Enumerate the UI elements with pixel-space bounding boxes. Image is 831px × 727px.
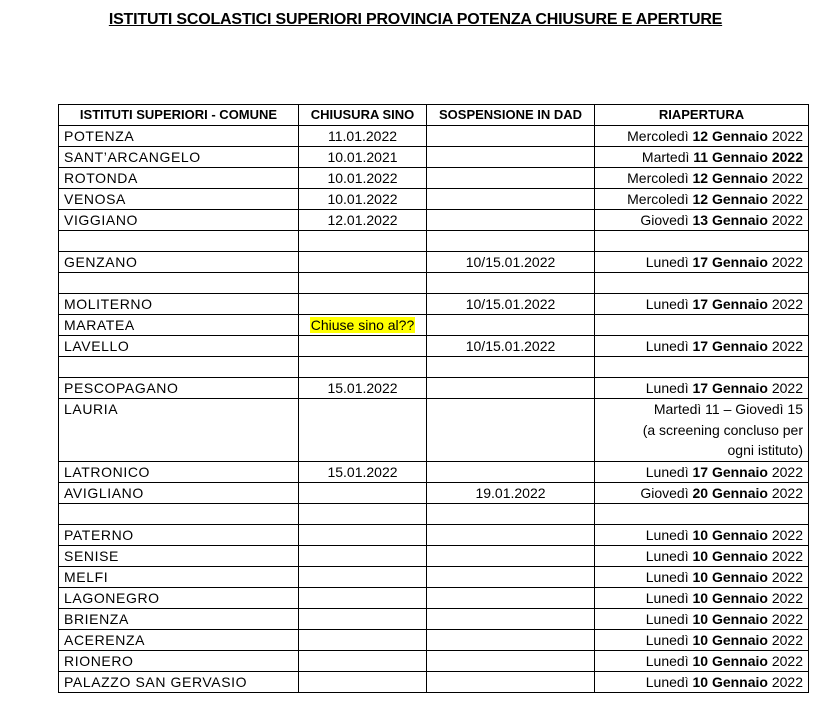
riapertura-day: Lunedì [645, 631, 689, 648]
riapertura-year: 2022 [771, 652, 803, 669]
empty-cell [595, 273, 809, 294]
table-row [59, 482, 809, 503]
comune-cell: ACERENZA [59, 629, 299, 650]
chiusura-cell: 11.01.2022 [299, 126, 427, 147]
dad-cell [427, 315, 595, 336]
riapertura-cell [595, 336, 809, 357]
riapertura-day: Lunedì [645, 254, 689, 270]
empty-cell [427, 273, 595, 294]
riapertura-day: Lunedì [645, 380, 689, 396]
table-row [59, 168, 809, 189]
empty-row [59, 503, 809, 524]
empty-cell [427, 503, 595, 524]
riapertura-year: 2022 [771, 568, 803, 585]
table-row [59, 252, 809, 273]
chiusura-cell [299, 482, 427, 503]
dad-cell [427, 608, 595, 629]
table-row [59, 629, 809, 650]
header-riapertura: RIAPERTURA [595, 105, 809, 126]
comune-cell: AVIGLIANO [59, 482, 299, 503]
empty-cell [427, 357, 595, 378]
riapertura-year: 2022 [771, 484, 803, 501]
riapertura-day: Lunedì [645, 526, 689, 543]
riapertura-cell [595, 524, 809, 545]
table-row [59, 608, 809, 629]
comune-cell: GENZANO [59, 252, 299, 273]
dad-cell [427, 147, 595, 168]
empty-row [59, 357, 809, 378]
dad-cell [427, 189, 595, 210]
dad-cell: 10/15.01.2022 [427, 252, 595, 273]
riapertura-day: Lunedì [645, 463, 689, 480]
riapertura-date: 10 Gennaio [692, 652, 768, 669]
riapertura-cell [595, 608, 809, 629]
riapertura-day: Mercoledì [627, 128, 689, 144]
comune-cell: VENOSA [59, 189, 299, 210]
riapertura-cell [595, 378, 809, 399]
chiusura-cell [299, 315, 427, 336]
comune-cell: LAGONEGRO [59, 587, 299, 608]
riapertura-cell [595, 189, 809, 210]
riapertura-year: 2022 [771, 254, 803, 270]
riapertura-cell [595, 168, 809, 189]
riapertura-year: 2022 [771, 610, 803, 627]
empty-cell [299, 231, 427, 252]
chiusura-cell [299, 336, 427, 357]
riapertura-day: Lunedì [645, 589, 689, 606]
riapertura-date: 17 Gennaio [692, 296, 768, 312]
dad-cell [427, 587, 595, 608]
chiusura-cell [299, 587, 427, 608]
riapertura-day: Lunedì [645, 296, 689, 312]
riapertura-cell [595, 650, 809, 671]
table-row [59, 336, 809, 357]
riapertura-date: 12 Gennaio [692, 170, 768, 186]
riapertura-cell [595, 210, 809, 231]
comune-cell: VIGGIANO [59, 210, 299, 231]
chiusura-cell [299, 252, 427, 273]
header-chiusura: CHIUSURA SINO [299, 105, 427, 126]
chiusura-cell: 15.01.2022 [299, 461, 427, 482]
riapertura-date: 20 Gennaio [692, 484, 768, 501]
riapertura-cell [595, 671, 809, 692]
riapertura-day: Lunedì [645, 610, 689, 627]
empty-cell [59, 503, 299, 524]
riapertura-cell [595, 545, 809, 566]
empty-cell [299, 357, 427, 378]
comune-cell: SANT’ARCANGELO [59, 147, 299, 168]
dad-cell: 10/15.01.2022 [427, 336, 595, 357]
empty-cell [59, 357, 299, 378]
riapertura-date: 10 Gennaio [692, 568, 768, 585]
riapertura-cell [595, 629, 809, 650]
riapertura-date: 10 Gennaio [692, 526, 768, 543]
comune-cell: PALAZZO SAN GERVASIO [59, 671, 299, 692]
comune-cell: BRIENZA [59, 608, 299, 629]
dad-cell: 19.01.2022 [427, 482, 595, 503]
table-row [59, 566, 809, 587]
riapertura-day: Lunedì [645, 673, 689, 690]
riapertura-cell [595, 252, 809, 273]
riapertura-year: 2022 [771, 547, 803, 564]
chiusura-cell [299, 524, 427, 545]
dad-cell [427, 378, 595, 399]
riapertura-date: 17 Gennaio [692, 463, 768, 480]
empty-row [59, 231, 809, 252]
dad-cell [427, 545, 595, 566]
dad-cell [427, 210, 595, 231]
chiusura-cell [299, 399, 427, 462]
table-row [59, 126, 809, 147]
empty-cell [595, 231, 809, 252]
comune-cell: LAVELLO [59, 336, 299, 357]
riapertura-cell [595, 126, 809, 147]
schools-table [58, 104, 809, 693]
empty-cell [299, 273, 427, 294]
chiusura-cell [299, 650, 427, 671]
riapertura-day: Martedì [641, 149, 690, 165]
table-row [59, 587, 809, 608]
riapertura-date: 13 Gennaio [692, 212, 768, 228]
riapertura-year: 2022 [771, 170, 803, 186]
chiusura-cell [299, 545, 427, 566]
comune-cell: RIONERO [59, 650, 299, 671]
comune-cell: MOLITERNO [59, 294, 299, 315]
table-body [59, 126, 809, 693]
riapertura-day: Lunedì [645, 338, 689, 354]
empty-row [59, 273, 809, 294]
dad-cell [427, 524, 595, 545]
riapertura-line: Martedì 11 – Giovedì 15 [653, 401, 803, 417]
dad-cell [427, 126, 595, 147]
chiusura-cell: 12.01.2022 [299, 210, 427, 231]
highlighted-note: Chiuse sino al?? [310, 317, 415, 333]
dad-cell [427, 566, 595, 587]
chiusura-cell [299, 566, 427, 587]
chiusura-cell [299, 671, 427, 692]
table-row [59, 147, 809, 168]
riapertura-line: (a screening concluso per [642, 421, 803, 438]
comune-cell: PATERNO [59, 524, 299, 545]
chiusura-cell: 10.01.2022 [299, 168, 427, 189]
riapertura-day: Lunedì [645, 652, 689, 669]
riapertura-cell [595, 147, 809, 168]
chiusura-cell [299, 629, 427, 650]
riapertura-date: 10 Gennaio [692, 610, 768, 627]
riapertura-cell [595, 294, 809, 315]
riapertura-date: 10 Gennaio [692, 673, 768, 690]
riapertura-date: 11 Gennaio 2022 [693, 149, 803, 165]
riapertura-year: 2022 [771, 212, 803, 228]
comune-cell: LAURIA [59, 399, 299, 462]
chiusura-cell: 10.01.2021 [299, 147, 427, 168]
riapertura-date: 10 Gennaio [692, 547, 768, 564]
empty-cell [59, 231, 299, 252]
table-row [59, 399, 809, 462]
header-dad: SOSPENSIONE IN DAD [427, 105, 595, 126]
empty-cell [299, 503, 427, 524]
empty-cell [595, 357, 809, 378]
header-comune: ISTITUTI SUPERIORI - COMUNE [59, 105, 299, 126]
dad-cell [427, 650, 595, 671]
comune-cell: POTENZA [59, 126, 299, 147]
riapertura-date: 12 Gennaio [692, 191, 768, 207]
dad-cell: 10/15.01.2022 [427, 294, 595, 315]
riapertura-year: 2022 [771, 338, 803, 354]
empty-cell [595, 503, 809, 524]
riapertura-year: 2022 [771, 128, 803, 144]
riapertura-cell [595, 399, 809, 462]
riapertura-date: 17 Gennaio [692, 254, 768, 270]
comune-cell: MARATEA [59, 315, 299, 336]
riapertura-date: 12 Gennaio [692, 128, 768, 144]
table-row [59, 524, 809, 545]
riapertura-cell [595, 461, 809, 482]
comune-cell: MELFI [59, 566, 299, 587]
chiusura-cell [299, 608, 427, 629]
chiusura-cell: 15.01.2022 [299, 378, 427, 399]
riapertura-date: 17 Gennaio [692, 380, 768, 396]
riapertura-day: Mercoledì [627, 191, 689, 207]
riapertura-year: 2022 [771, 463, 803, 480]
riapertura-day: Lunedì [645, 547, 689, 564]
table-row [59, 671, 809, 692]
empty-cell [427, 231, 595, 252]
table-row [59, 378, 809, 399]
riapertura-cell [595, 587, 809, 608]
riapertura-year: 2022 [771, 589, 803, 606]
riapertura-cell [595, 566, 809, 587]
riapertura-year: 2022 [771, 380, 803, 396]
riapertura-year: 2022 [771, 526, 803, 543]
table-row [59, 189, 809, 210]
riapertura-line: ogni istituto) [727, 442, 803, 458]
riapertura-cell [595, 482, 809, 503]
riapertura-year: 2022 [771, 631, 803, 648]
riapertura-cell [595, 315, 809, 336]
riapertura-date: 10 Gennaio [692, 589, 768, 606]
riapertura-year: 2022 [771, 673, 803, 690]
riapertura-date: 17 Gennaio [692, 338, 768, 354]
chiusura-cell: 10.01.2022 [299, 189, 427, 210]
riapertura-day: Giovedì [640, 484, 689, 501]
dad-cell [427, 168, 595, 189]
table-row [59, 294, 809, 315]
table-row [59, 315, 809, 336]
riapertura-year: 2022 [771, 191, 803, 207]
table-row [59, 461, 809, 482]
dad-cell [427, 399, 595, 462]
comune-cell: LATRONICO [59, 461, 299, 482]
empty-cell [59, 273, 299, 294]
table-row [59, 650, 809, 671]
riapertura-date: 10 Gennaio [692, 631, 768, 648]
riapertura-day: Mercoledì [627, 170, 689, 186]
dad-cell [427, 461, 595, 482]
table-row [59, 210, 809, 231]
chiusura-cell [299, 294, 427, 315]
dad-cell [427, 629, 595, 650]
page-title: ISTITUTI SCOLASTICI SUPERIORI PROVINCIA POTENZA CHIUSURE E APERTURE [108, 11, 723, 28]
comune-cell: SENISE [59, 545, 299, 566]
dad-cell [427, 671, 595, 692]
riapertura-day: Lunedì [645, 568, 689, 585]
table-row [59, 545, 809, 566]
table-header-row [59, 105, 809, 126]
comune-cell: PESCOPAGANO [59, 378, 299, 399]
riapertura-day: Giovedì [640, 212, 689, 228]
comune-cell: ROTONDA [59, 168, 299, 189]
riapertura-year: 2022 [771, 296, 803, 312]
